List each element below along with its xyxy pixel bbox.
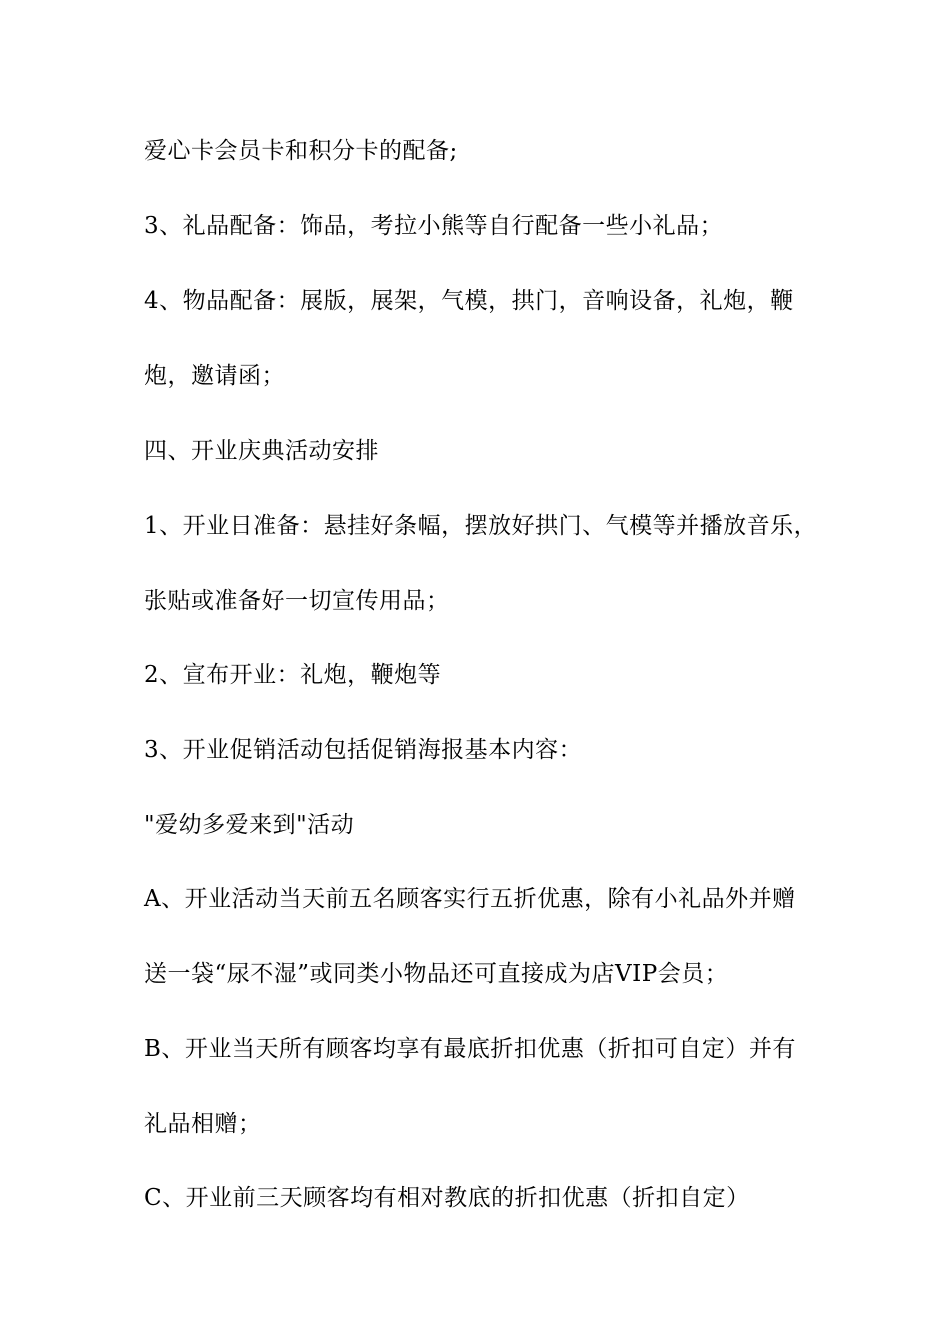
section-heading: 四、开业庆典活动安排 (144, 438, 379, 464)
text-line: 礼品相赠； (144, 1111, 262, 1137)
text-line: 张贴或准备好一切宣传用品； (144, 588, 450, 614)
text-line: B、开业当天所有顾客均享有最底折扣优惠（折扣可自定）并有 (144, 1036, 796, 1062)
text-line: 3、礼品配备：饰品，考拉小熊等自行配备一些小礼品； (144, 213, 724, 239)
text-line: 送一袋“尿不湿”或同类小物品还可直接成为店VIP会员； (144, 961, 729, 987)
text-line: 2、宣布开业：礼炮，鞭炮等 (144, 662, 442, 688)
text-line: 爱心卡会员卡和积分卡的配备; (144, 138, 458, 164)
text-line: A、开业活动当天前五名顾客实行五折优惠，除有小礼品外并赠 (144, 886, 796, 912)
text-line: C、开业前三天顾客均有相对教底的折扣优惠（折扣自定） (144, 1185, 750, 1211)
text-line: 炮，邀请函； (144, 363, 285, 389)
text-line: 1、开业日准备：悬挂好条幅，摆放好拱门、气模等并播放音乐， (144, 513, 818, 539)
text-line: 4、物品配备：展版，展架，气模，拱门，音响设备，礼炮，鞭 (144, 288, 794, 314)
text-line: 3、开业促销活动包括促销海报基本内容： (144, 737, 583, 763)
text-line: "爱幼多爱来到"活动 (144, 812, 355, 838)
